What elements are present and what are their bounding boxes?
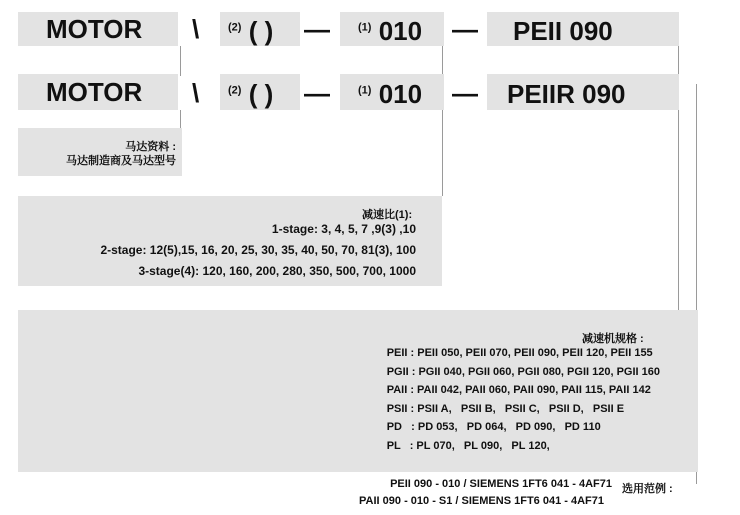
row1-model-box xyxy=(487,12,679,46)
connector-ratio-2 xyxy=(442,110,443,196)
row2-ratio-box xyxy=(340,74,444,110)
row1-motor-box xyxy=(18,12,178,46)
ratio-info-title: 减速比(1): xyxy=(362,209,413,221)
example-label: 选用范例 : xyxy=(622,483,673,495)
row2-ratio-text: $^{(1)}$ 010 xyxy=(358,79,423,109)
connector-ratio xyxy=(442,46,443,76)
example-line-1: PEII 090 - 010 / SIEMENS 1FT6 041 - 4AF71 xyxy=(390,478,612,490)
row1-ratio-box xyxy=(340,12,444,46)
row2-dash-1: — xyxy=(304,78,330,108)
row2-motor-box xyxy=(18,74,178,110)
spec-row: PL : PL 070, PL 090, PL 120, xyxy=(386,439,550,452)
row2-paren-box xyxy=(220,74,300,110)
spec-info-title: 减速机规格 : xyxy=(582,333,644,345)
row1-dash-1: — xyxy=(304,14,330,44)
spec-info-box xyxy=(18,310,698,472)
row1-slash: \ xyxy=(192,14,200,44)
spec-row: PAII : PAII 042, PAII 060, PAII 090, PAII 115, PAII 142 xyxy=(386,384,651,396)
connector-motor-2 xyxy=(180,110,181,130)
row2-model-text: PEIIR 090 xyxy=(507,79,626,109)
row1-paren-text: $^{(2)}$ ( ) xyxy=(228,16,274,46)
row2-dash-2: — xyxy=(452,78,478,108)
spec-rows xyxy=(387,344,660,455)
spec-row: PSII : PSII A, PSII B, PSII C, PSII D, PSII E xyxy=(386,402,625,415)
motor-info-box xyxy=(18,128,182,176)
connector-model-2 xyxy=(678,110,679,310)
example-line-2: PAII 090 - 010 - S1 / SIEMENS 1FT6 041 - 4AF71 xyxy=(359,495,604,507)
row2-motor-text: MOTOR xyxy=(46,77,143,107)
row1-model-text: PEII 090 xyxy=(513,16,613,46)
row2-slash: \ xyxy=(192,78,200,108)
ratio-stage-3: 3-stage(4): 120, 160, 200, 280, 350, 500, 700, 1000 xyxy=(138,264,416,278)
row1-dash-2: — xyxy=(452,14,478,44)
row2-model-box xyxy=(487,74,679,110)
motor-info-subtitle: 马达制造商及马达型号 xyxy=(66,155,176,167)
motor-info-title: 马达资料 : xyxy=(125,141,176,153)
row1-ratio-text: $^{(1)}$ 010 xyxy=(358,16,423,46)
spec-row: PEII : PEII 050, PEII 070, PEII 090, PEII 120, PEII 155 xyxy=(386,347,653,359)
connector-motor xyxy=(180,46,181,76)
row1-paren-box xyxy=(220,12,300,46)
row2-paren-text: $^{(2)}$ ( ) xyxy=(228,79,274,109)
ratio-info-box xyxy=(18,196,442,286)
row1-motor-text: MOTOR xyxy=(46,14,143,44)
spec-row: PD : PD 053, PD 064, PD 090, PD 110 xyxy=(386,421,601,433)
spec-row: PGII : PGII 040, PGII 060, PGII 080, PGII 120, PGII 160 xyxy=(386,365,660,378)
ratio-stage-1: 1-stage: 3, 4, 5, 7 ,9(3) ,10 xyxy=(271,222,416,236)
ratio-stage-2: 2-stage: 12(5),15, 16, 20, 25, 30, 35, 40, 50, 70, 81(3), 100 xyxy=(100,243,416,257)
connector-model xyxy=(678,46,679,76)
